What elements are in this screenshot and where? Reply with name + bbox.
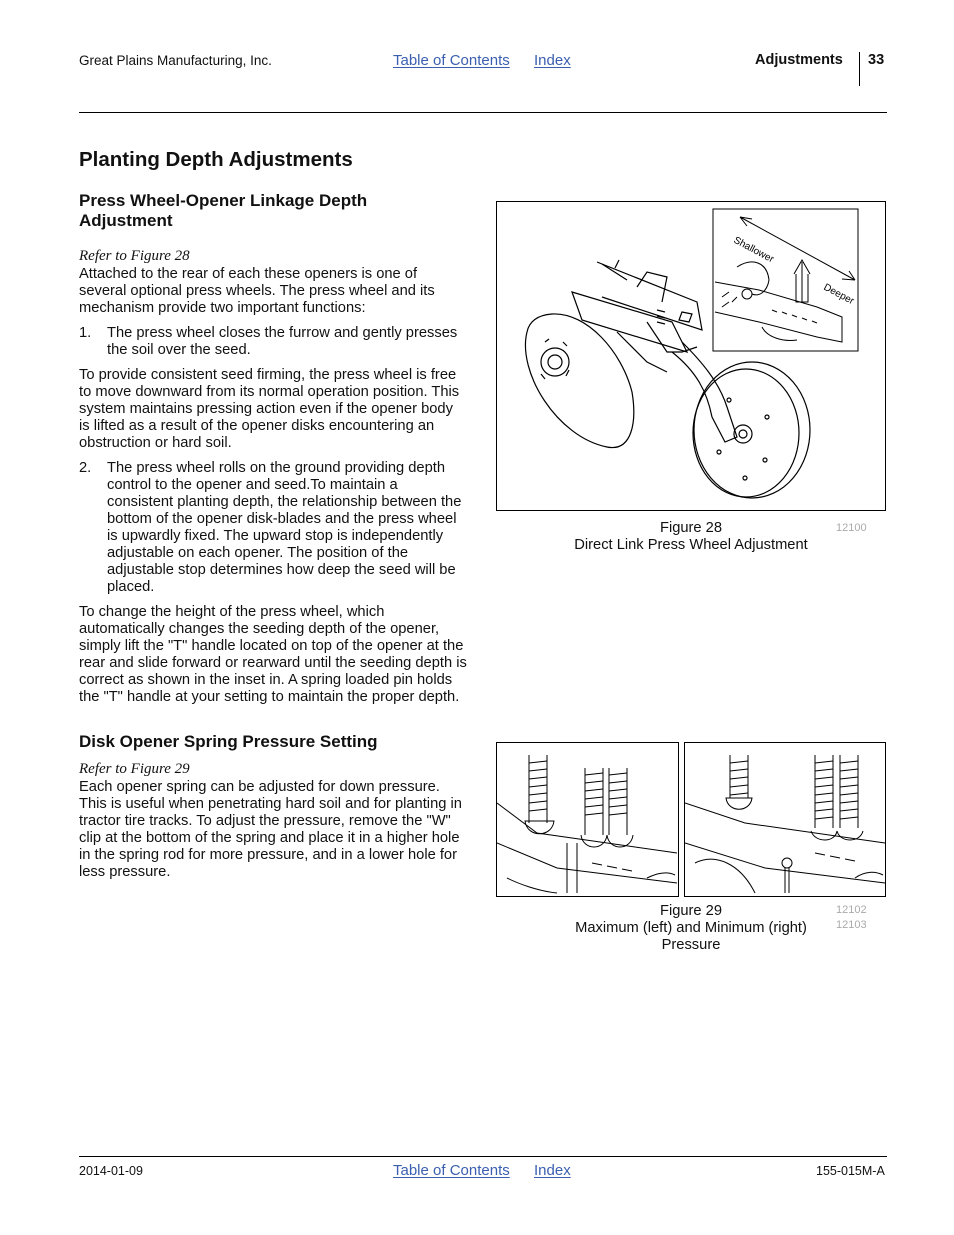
list-item (79, 460, 467, 596)
figure29-right-image (684, 742, 886, 897)
section1-para3: To change the height of the press wheel, which automatically changes the seeding depth of the opener, simply lift the "T" handle located on top of the opener at the rear and slide forward or rearward until the seeding depth is correct as shown in the inset in. A spring loaded pin holds the "T" handle at your setting to maintain the proper depth. (79, 604, 467, 705)
footer-date: 2014-01-09 (79, 1164, 143, 1178)
inset-shallower-label: Shallower (731, 234, 776, 266)
figure28-title: Direct Link Press Wheel Adjustment (574, 537, 808, 553)
list-item-text: The press wheel closes the furrow and gently presses the soil over the seed. (107, 325, 458, 358)
figure29-caption (566, 903, 816, 954)
company-name: Great Plains Manufacturing, Inc. (79, 53, 272, 68)
figure29-image-id-left: 12102 (836, 904, 867, 916)
figure28-image-id: 12100 (836, 522, 867, 534)
section2-para1: Each opener spring can be adjusted for down pressure. This is useful when penetrating hard soil and for planting in tractor tire tracks. To adjust the pressure, remove the "W" clip at the bottom of the spring and place it in a higher hole in the spring rod for more pressure, and in a lower hole for less pressure. (79, 779, 462, 880)
header-divider (859, 52, 860, 86)
section2-reference: Refer to Figure 29 (79, 761, 190, 777)
figure28-caption (560, 520, 822, 554)
figure28-number: Figure 28 (659, 520, 723, 536)
figure29-left-image (496, 742, 679, 897)
inset-deeper-label: Deeper (821, 281, 856, 308)
footer-index-link[interactable]: Index (534, 1162, 571, 1179)
index-link[interactable]: Index (534, 52, 571, 69)
list-item-number: 2. (79, 460, 92, 476)
figure29-title: Maximum (left) and Minimum (right) Pressure (575, 920, 807, 953)
figure29-image-ids (836, 903, 867, 933)
press-wheel-drawing (497, 202, 885, 510)
list-item-text: The press wheel rolls on the ground providing depth control to the opener and seed.To maintain a consistent planting depth, the relationship between the bottom of the opener disk-blades and the press wheel is upwardly fixed. The upward stop is independently adjustable on each opener. The position of the adjustable stop determines how deep the seed will be placed. (107, 460, 462, 595)
section-title: Adjustments (755, 52, 843, 68)
page-title: Planting Depth Adjustments (79, 148, 353, 171)
section1-reference: Refer to Figure 28 (79, 248, 190, 264)
section1-heading: Press Wheel-Opener Linkage Depth Adjustment (79, 191, 368, 230)
header-rule (79, 112, 887, 113)
figure29-number: Figure 29 (659, 903, 723, 919)
section1-para2: To provide consistent seed firming, the press wheel is free to move downward from its normal operation position. This system maintains pressing action even if the opener body is lifted as a result of the opener disks encountering an obstruction or hard soil. (79, 367, 460, 451)
figure28-image (496, 201, 886, 511)
page-number: 33 (868, 52, 885, 68)
footer-toc-link[interactable]: Table of Contents (393, 1162, 510, 1179)
footer-rule (79, 1156, 887, 1157)
section1 (79, 191, 467, 706)
section1-para1: Attached to the rear of each these openers is one of several optional press wheels. The press wheel and its mechanism provide two important functions: (79, 266, 435, 316)
footer-doc-number: 155-015M-A (816, 1164, 885, 1178)
list-item-number: 1. (79, 325, 92, 341)
section2-heading: Disk Opener Spring Pressure Setting (79, 732, 378, 751)
list-item (79, 325, 467, 359)
toc-link[interactable]: Table of Contents (393, 52, 510, 69)
max-pressure-drawing (497, 743, 678, 896)
section2 (79, 732, 467, 881)
figure29-image-id-right: 12103 (836, 919, 867, 931)
min-pressure-drawing (685, 743, 885, 896)
